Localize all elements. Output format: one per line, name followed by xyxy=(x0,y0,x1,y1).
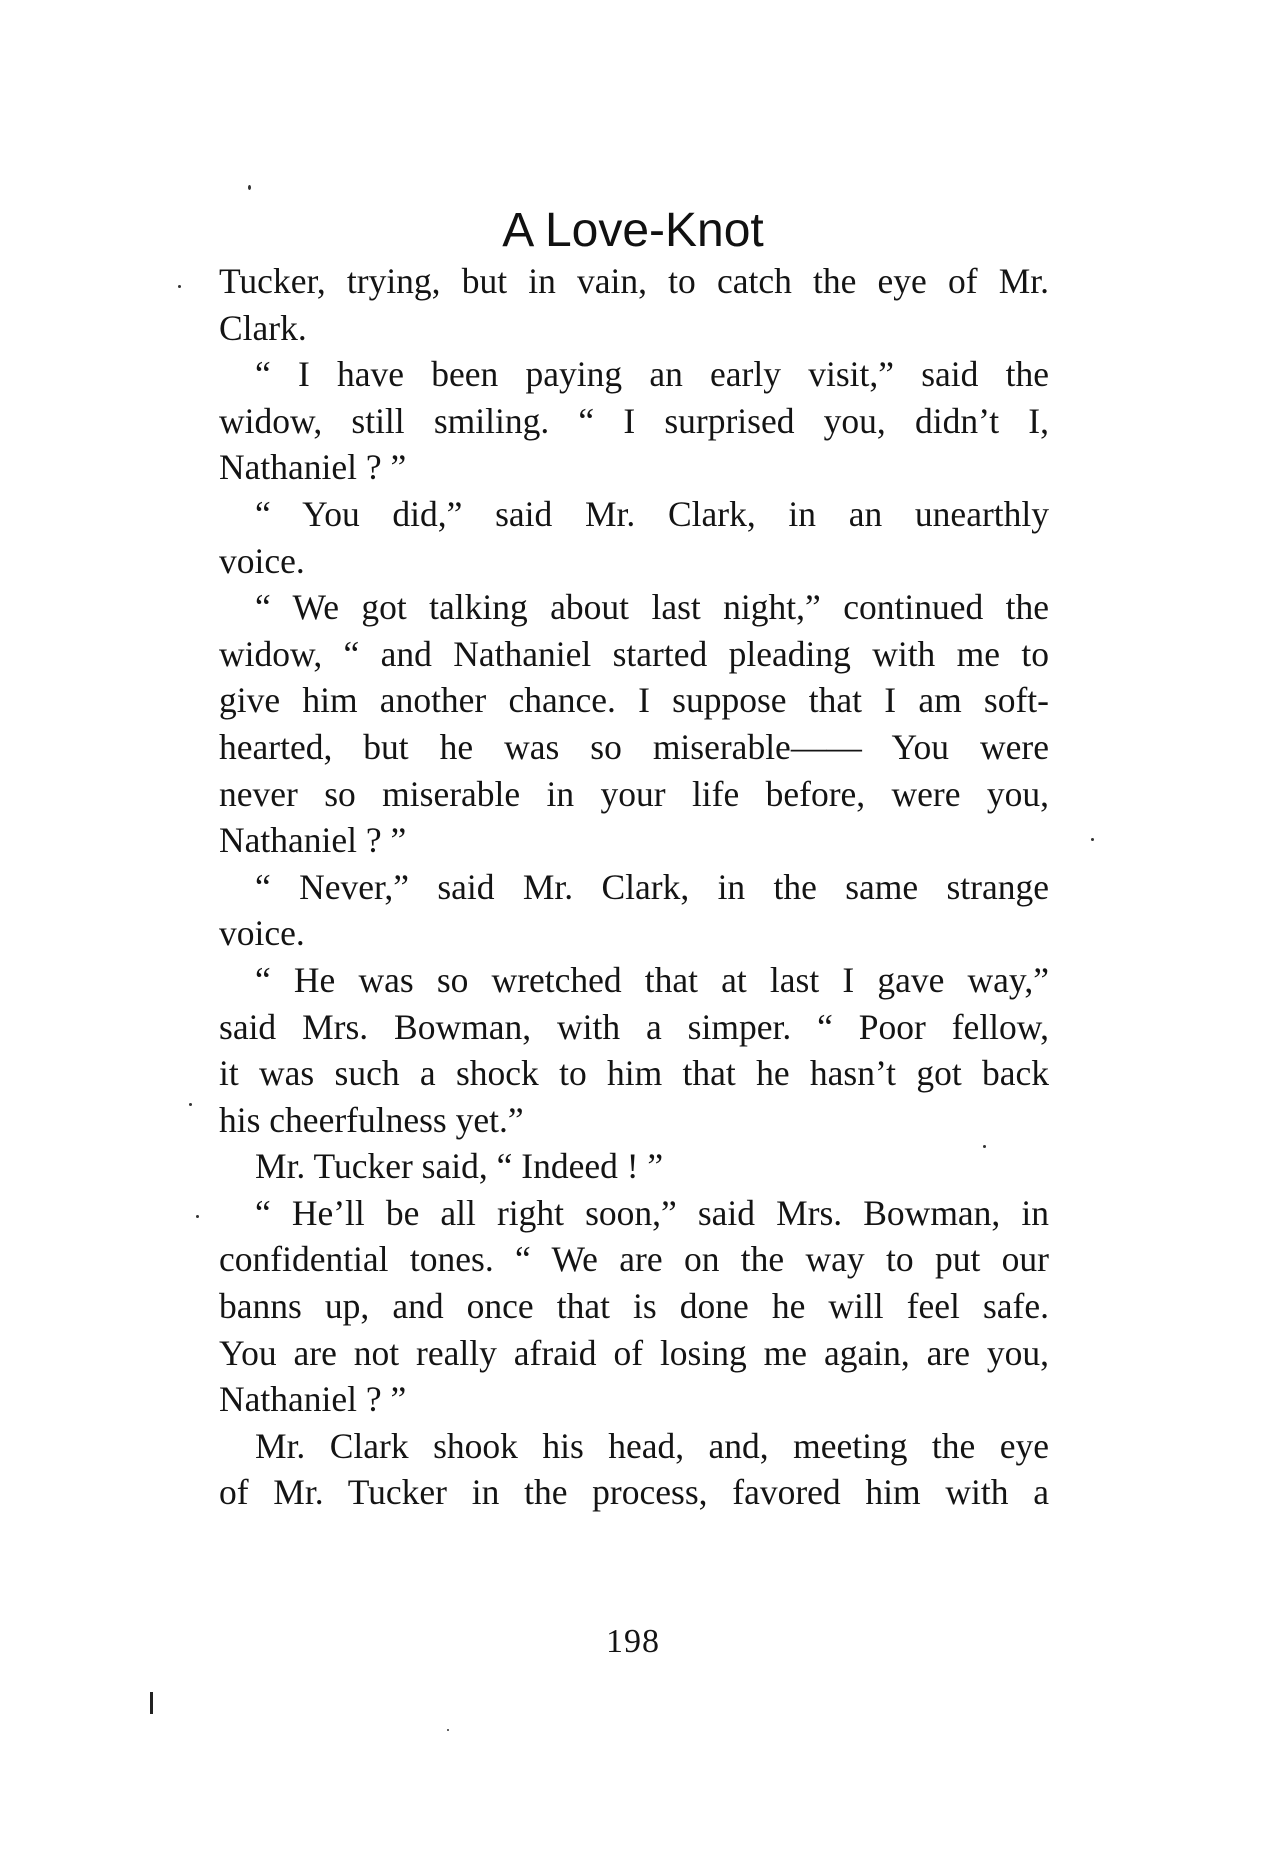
text-line: “ You did,” said Mr. Clark, in an unearthly xyxy=(255,493,1049,534)
text-line: Nathaniel ? ” xyxy=(219,447,407,488)
text-line: Tucker, trying, but in vain, to catch the eye of Mr. xyxy=(219,261,1049,301)
scan-speck xyxy=(1091,838,1094,841)
text-line: widow, still smiling. “ I surprised you, didn’t I, xyxy=(219,400,1049,441)
text-line: give him another chance. I suppose that I am soft- xyxy=(219,680,1049,721)
text-line: widow, “ and Nathaniel started pleading with me to xyxy=(219,633,1049,674)
text-line: Clark. xyxy=(219,307,307,348)
text-line: of Mr. Tucker in the process, favored him with a xyxy=(219,1472,1049,1513)
text-line: “ Never,” said Mr. Clark, in the same strange xyxy=(255,866,1049,907)
margin-mark xyxy=(150,1692,153,1714)
text-line: Nathaniel ? ” xyxy=(219,1379,407,1420)
scan-speck xyxy=(196,1215,199,1218)
text-line: “ He was so wretched that at last I gave way,” xyxy=(255,959,1049,1000)
running-head: A Love-Knot xyxy=(502,204,764,257)
text-line: voice. xyxy=(219,540,305,581)
text-line: hearted, but he was so miserable—— You were xyxy=(219,726,1049,767)
text-line: confidential tones. “ We are on the way to put our xyxy=(219,1239,1049,1280)
text-line: You are not really afraid of losing me again, are you, xyxy=(219,1332,1049,1373)
text-line: “ I have been paying an early visit,” said the xyxy=(255,354,1049,395)
text-line: it was such a shock to him that he hasn’t got back xyxy=(219,1053,1049,1094)
text-line: his cheerfulness yet.” xyxy=(219,1099,524,1140)
scan-speck xyxy=(983,1145,986,1148)
body-text xyxy=(219,258,1049,1516)
text-line: said Mrs. Bowman, with a simper. “ Poor fellow, xyxy=(219,1006,1049,1047)
text-line: Mr. Tucker said, “ Indeed ! ” xyxy=(255,1146,664,1187)
scan-speck xyxy=(178,285,181,288)
scan-speck xyxy=(189,1103,192,1106)
text-line: never so miserable in your life before, were you, xyxy=(219,773,1049,814)
text-line: Mr. Clark shook his head, and, meeting the eye xyxy=(255,1425,1049,1466)
text-line: Nathaniel ? ” xyxy=(219,820,407,861)
text-line: voice. xyxy=(219,913,305,954)
scan-speck xyxy=(447,1729,449,1731)
scan-speck xyxy=(248,185,251,190)
page-number: 198 xyxy=(606,1623,660,1660)
text-line: “ He’ll be all right soon,” said Mrs. Bowman, in xyxy=(255,1192,1049,1233)
text-line: banns up, and once that is done he will feel safe. xyxy=(219,1286,1049,1327)
text-line: “ We got talking about last night,” continued the xyxy=(255,587,1049,628)
